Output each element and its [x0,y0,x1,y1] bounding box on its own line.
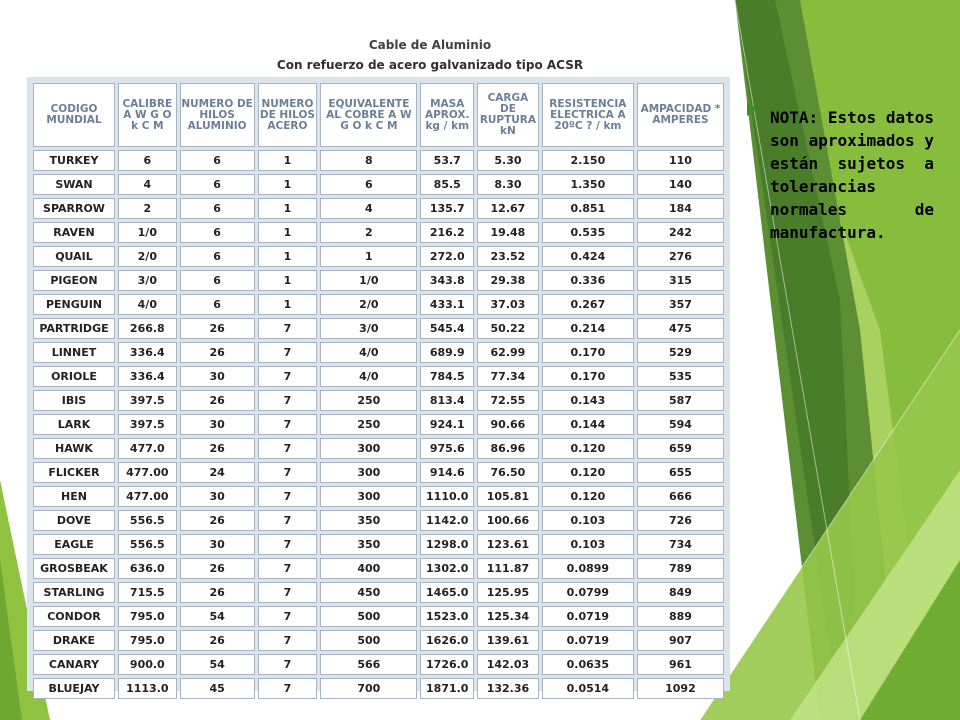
table-cell: 7 [258,510,318,531]
table-cell: LARK [33,414,115,435]
table-cell: 726 [637,510,724,531]
table-cell: 587 [637,390,724,411]
column-header: RESISTENCIA ELECTRICA A 20ºC ? / km [542,83,634,147]
table-cell: 184 [637,198,724,219]
column-header: CODIGO MUNDIAL [33,83,115,147]
table-cell: 636.0 [118,558,177,579]
table-cell: 7 [258,558,318,579]
table-cell: 924.1 [420,414,474,435]
table-cell: 545.4 [420,318,474,339]
table-subtitle: Con refuerzo de acero galvanizado tipo ACSR [276,58,584,72]
table-row [33,414,724,435]
table-cell: 477.0 [118,438,177,459]
table-cell: 1113.0 [118,678,177,699]
table-cell: 7 [258,414,318,435]
table-cell: 50.22 [477,318,539,339]
table-cell: 6 [118,150,177,171]
table-cell: 556.5 [118,534,177,555]
table-cell: 914.6 [420,462,474,483]
table-cell: 300 [320,438,417,459]
table-row [33,342,724,363]
table-cell: EAGLE [33,534,115,555]
table-cell: 7 [258,534,318,555]
table-cell: 54 [180,654,255,675]
table-cell: 1298.0 [420,534,474,555]
table-cell: 3/0 [118,270,177,291]
table-cell: 0.0799 [542,582,634,603]
table-cell: 975.6 [420,438,474,459]
column-header: NUMERO DE HILOS ALUMINIO [180,83,255,147]
table-cell: 0.535 [542,222,634,243]
column-header: CALIBRE A W G O k C M [118,83,177,147]
table-cell: 30 [180,534,255,555]
table-cell: 250 [320,414,417,435]
table-row [33,318,724,339]
table-cell: 0.0514 [542,678,634,699]
table-cell: 1142.0 [420,510,474,531]
table-cell: 86.96 [477,438,539,459]
acsr-cable-table-frame [27,77,730,695]
table-cell: 62.99 [477,342,539,363]
table-cell: 90.66 [477,414,539,435]
table-cell: TURKEY [33,150,115,171]
table-cell: 789 [637,558,724,579]
note-text: NOTA: Estos datos son aproximados y están sujetos a tolerancias normales de manufactura. [770,108,934,242]
table-cell: 2/0 [320,294,417,315]
table-row [33,534,724,555]
table-cell: 12.67 [477,198,539,219]
table-cell: ORIOLE [33,366,115,387]
table-cell: 140 [637,174,724,195]
table-body [33,150,724,699]
table-cell: 475 [637,318,724,339]
table-cell: 8.30 [477,174,539,195]
table-cell: 7 [258,390,318,411]
table-cell: 4/0 [320,366,417,387]
table-cell: PIGEON [33,270,115,291]
table-cell: 111.87 [477,558,539,579]
table-cell: 24 [180,462,255,483]
table-cell: 2/0 [118,246,177,267]
table-cell: 6 [180,246,255,267]
table-cell: 813.4 [420,390,474,411]
table-cell: 784.5 [420,366,474,387]
table-cell: 0.120 [542,486,634,507]
table-cell: 8 [320,150,417,171]
table-cell: 54 [180,606,255,627]
table-cell: 1302.0 [420,558,474,579]
table-cell: 529 [637,342,724,363]
table-cell: 2.150 [542,150,634,171]
table-cell: 7 [258,366,318,387]
table-cell: 0.120 [542,462,634,483]
table-cell: 105.81 [477,486,539,507]
table-cell: CANARY [33,654,115,675]
table-cell: 795.0 [118,606,177,627]
table-cell: 0.267 [542,294,634,315]
table-cell: 7 [258,654,318,675]
table-cell: 1871.0 [420,678,474,699]
table-row [33,606,724,627]
table-cell: 77.34 [477,366,539,387]
table-cell: 26 [180,390,255,411]
table-cell: 2 [320,222,417,243]
table-cell: 715.5 [118,582,177,603]
table-row [33,438,724,459]
table-cell: 216.2 [420,222,474,243]
table-cell: 26 [180,558,255,579]
table-cell: STARLING [33,582,115,603]
table-cell: 0.0899 [542,558,634,579]
table-cell: 1 [258,222,318,243]
acsr-cable-table [30,80,727,702]
table-row [33,582,724,603]
table-cell: 734 [637,534,724,555]
table-cell: 7 [258,438,318,459]
table-cell: 315 [637,270,724,291]
table-cell: 125.95 [477,582,539,603]
table-cell: 900.0 [118,654,177,675]
table-cell: 1465.0 [420,582,474,603]
table-row [33,366,724,387]
table-cell: 6 [180,270,255,291]
table-row [33,270,724,291]
table-cell: 110 [637,150,724,171]
table-cell: 272.0 [420,246,474,267]
table-cell: 0.0719 [542,606,634,627]
table-cell: 500 [320,606,417,627]
table-cell: DOVE [33,510,115,531]
table-cell: 30 [180,486,255,507]
table-cell: 0.0719 [542,630,634,651]
table-cell: 7 [258,630,318,651]
table-cell: 53.7 [420,150,474,171]
table-cell: 0.170 [542,366,634,387]
table-cell: 7 [258,678,318,699]
table-cell: 556.5 [118,510,177,531]
table-cell: 7 [258,606,318,627]
table-cell: 1/0 [320,270,417,291]
column-header: NUMERO DE HILOS ACERO [258,83,318,147]
table-cell: HEN [33,486,115,507]
table-cell: 6 [180,174,255,195]
table-cell: 961 [637,654,724,675]
table-cell: 4 [320,198,417,219]
table-cell: 0.214 [542,318,634,339]
table-cell: 0.851 [542,198,634,219]
table-cell: 19.48 [477,222,539,243]
table-cell: 1/0 [118,222,177,243]
table-cell: 357 [637,294,724,315]
table-row [33,390,724,411]
table-row [33,294,724,315]
table-cell: 0.424 [542,246,634,267]
table-cell: 26 [180,510,255,531]
table-cell: HAWK [33,438,115,459]
table-cell: 300 [320,462,417,483]
table-cell: 26 [180,630,255,651]
table-cell: 1 [258,294,318,315]
table-cell: 0.143 [542,390,634,411]
table-cell: 700 [320,678,417,699]
table-cell: 123.61 [477,534,539,555]
table-cell: 1.350 [542,174,634,195]
table-cell: SPARROW [33,198,115,219]
table-cell: BLUEJAY [33,678,115,699]
table-cell: 350 [320,510,417,531]
table-cell: 397.5 [118,390,177,411]
table-cell: 7 [258,342,318,363]
table-cell: 5.30 [477,150,539,171]
table-cell: 1 [258,198,318,219]
table-cell: 7 [258,462,318,483]
table-cell: 566 [320,654,417,675]
table-cell: 85.5 [420,174,474,195]
table-cell: 659 [637,438,724,459]
table-cell: 23.52 [477,246,539,267]
table-row [33,150,724,171]
triangle-bullet-icon [747,102,757,116]
table-cell: 276 [637,246,724,267]
table-row [33,558,724,579]
table-cell: 689.9 [420,342,474,363]
table-cell: 76.50 [477,462,539,483]
table-cell: LINNET [33,342,115,363]
table-cell: 477.00 [118,486,177,507]
table-cell: 433.1 [420,294,474,315]
table-cell: 0.103 [542,510,634,531]
column-header: AMPACIDAD * AMPERES [637,83,724,147]
table-cell: 1 [258,150,318,171]
table-cell: PARTRIDGE [33,318,115,339]
table-cell: 1 [320,246,417,267]
column-header: CARGA DE RUPTURA kN [477,83,539,147]
table-cell: 1092 [637,678,724,699]
table-cell: 135.7 [420,198,474,219]
table-cell: 889 [637,606,724,627]
table-cell: QUAIL [33,246,115,267]
table-cell: 0.120 [542,438,634,459]
table-cell: RAVEN [33,222,115,243]
table-header-row [33,83,724,147]
table-cell: 336.4 [118,342,177,363]
table-cell: 6 [180,294,255,315]
table-cell: 0.170 [542,342,634,363]
table-cell: IBIS [33,390,115,411]
table-cell: 132.36 [477,678,539,699]
table-cell: 849 [637,582,724,603]
table-row [33,246,724,267]
table-cell: 30 [180,414,255,435]
table-cell: 350 [320,534,417,555]
table-row [33,678,724,699]
table-cell: 6 [180,150,255,171]
table-cell: 535 [637,366,724,387]
table-cell: 0.144 [542,414,634,435]
table-cell: 6 [180,198,255,219]
table-cell: 29.38 [477,270,539,291]
table-cell: 1 [258,174,318,195]
table-cell: 4/0 [118,294,177,315]
table-row [33,198,724,219]
table-cell: GROSBEAK [33,558,115,579]
table-cell: 400 [320,558,417,579]
table-cell: 266.8 [118,318,177,339]
table-cell: 37.03 [477,294,539,315]
table-cell: 655 [637,462,724,483]
table-cell: 26 [180,582,255,603]
table-cell: 2 [118,198,177,219]
table-row [33,510,724,531]
table-title: Cable de Aluminio [368,38,492,52]
table-cell: 26 [180,342,255,363]
table-cell: 795.0 [118,630,177,651]
table-cell: FLICKER [33,462,115,483]
table-cell: 397.5 [118,414,177,435]
table-cell: 450 [320,582,417,603]
table-cell: 30 [180,366,255,387]
table-cell: SWAN [33,174,115,195]
table-cell: 1726.0 [420,654,474,675]
table-cell: 500 [320,630,417,651]
table-cell: 1 [258,246,318,267]
table-cell: 300 [320,486,417,507]
table-cell: 3/0 [320,318,417,339]
table-cell: 26 [180,318,255,339]
table-row [33,486,724,507]
table-cell: 343.8 [420,270,474,291]
table-cell: 7 [258,318,318,339]
table-cell: 45 [180,678,255,699]
table-cell: 7 [258,486,318,507]
table-cell: 7 [258,582,318,603]
column-header: EQUIVALENTE AL COBRE A W G O k C M [320,83,417,147]
table-cell: 1626.0 [420,630,474,651]
table-cell: 907 [637,630,724,651]
table-cell: 477.00 [118,462,177,483]
table-cell: 0.103 [542,534,634,555]
table-cell: 1110.0 [420,486,474,507]
table-cell: 72.55 [477,390,539,411]
table-cell: 336.4 [118,366,177,387]
table-row [33,630,724,651]
table-cell: 125.34 [477,606,539,627]
table-cell: 1523.0 [420,606,474,627]
table-row [33,174,724,195]
column-header: MASA APROX. kg / km [420,83,474,147]
table-row [33,462,724,483]
table-cell: 142.03 [477,654,539,675]
table-cell: 1 [258,270,318,291]
table-cell: DRAKE [33,630,115,651]
table-cell: 6 [320,174,417,195]
table-cell: 0.336 [542,270,634,291]
table-cell: 26 [180,438,255,459]
table-cell: 666 [637,486,724,507]
table-cell: PENGUIN [33,294,115,315]
table-cell: 4/0 [320,342,417,363]
table-cell: 6 [180,222,255,243]
table-cell: 139.61 [477,630,539,651]
table-cell: CONDOR [33,606,115,627]
table-row [33,654,724,675]
table-cell: 250 [320,390,417,411]
table-row [33,222,724,243]
table-cell: 100.66 [477,510,539,531]
table-cell: 594 [637,414,724,435]
table-cell: 242 [637,222,724,243]
table-cell: 0.0635 [542,654,634,675]
table-cell: 4 [118,174,177,195]
